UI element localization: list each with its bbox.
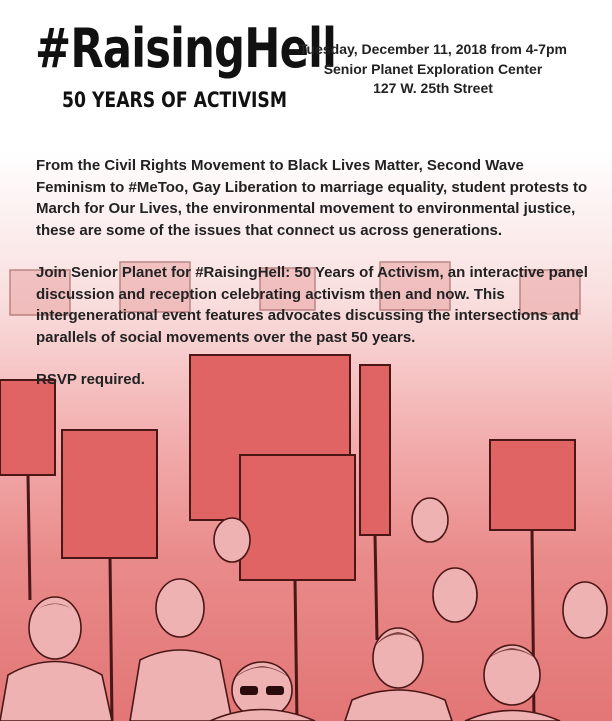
event-address: 127 W. 25th Street: [373, 80, 493, 96]
event-logo-title: #RaisingHell: [35, 17, 337, 80]
event-date-time: Tuesday, December 11, 2018 from 4-7pm: [299, 41, 567, 57]
event-details: [288, 40, 578, 99]
description-paragraph: Join Senior Planet for #RaisingHell: 50 Years of Activism, an interactive panel discussion and reception celebrating activism then and now. This intergenerational event features advocates discussing the intersections and parallels of social movements over the past 50 years.: [36, 264, 588, 346]
description-paragraph: From the Civil Rights Movement to Black Lives Matter, Second Wave Feminism to #MeToo, Gay Liberation to marriage equality, student protests to March for Our Lives, the environmental movement to environmental justice, these are some of the issues that connect us across generations.: [36, 157, 588, 239]
event-venue: Senior Planet Exploration Center: [323, 60, 543, 77]
rsvp-note: RSVP required.: [36, 371, 145, 388]
event-description: [36, 155, 592, 412]
event-logo-subtitle: 50 YEARS OF ACTIVISM: [62, 88, 287, 112]
